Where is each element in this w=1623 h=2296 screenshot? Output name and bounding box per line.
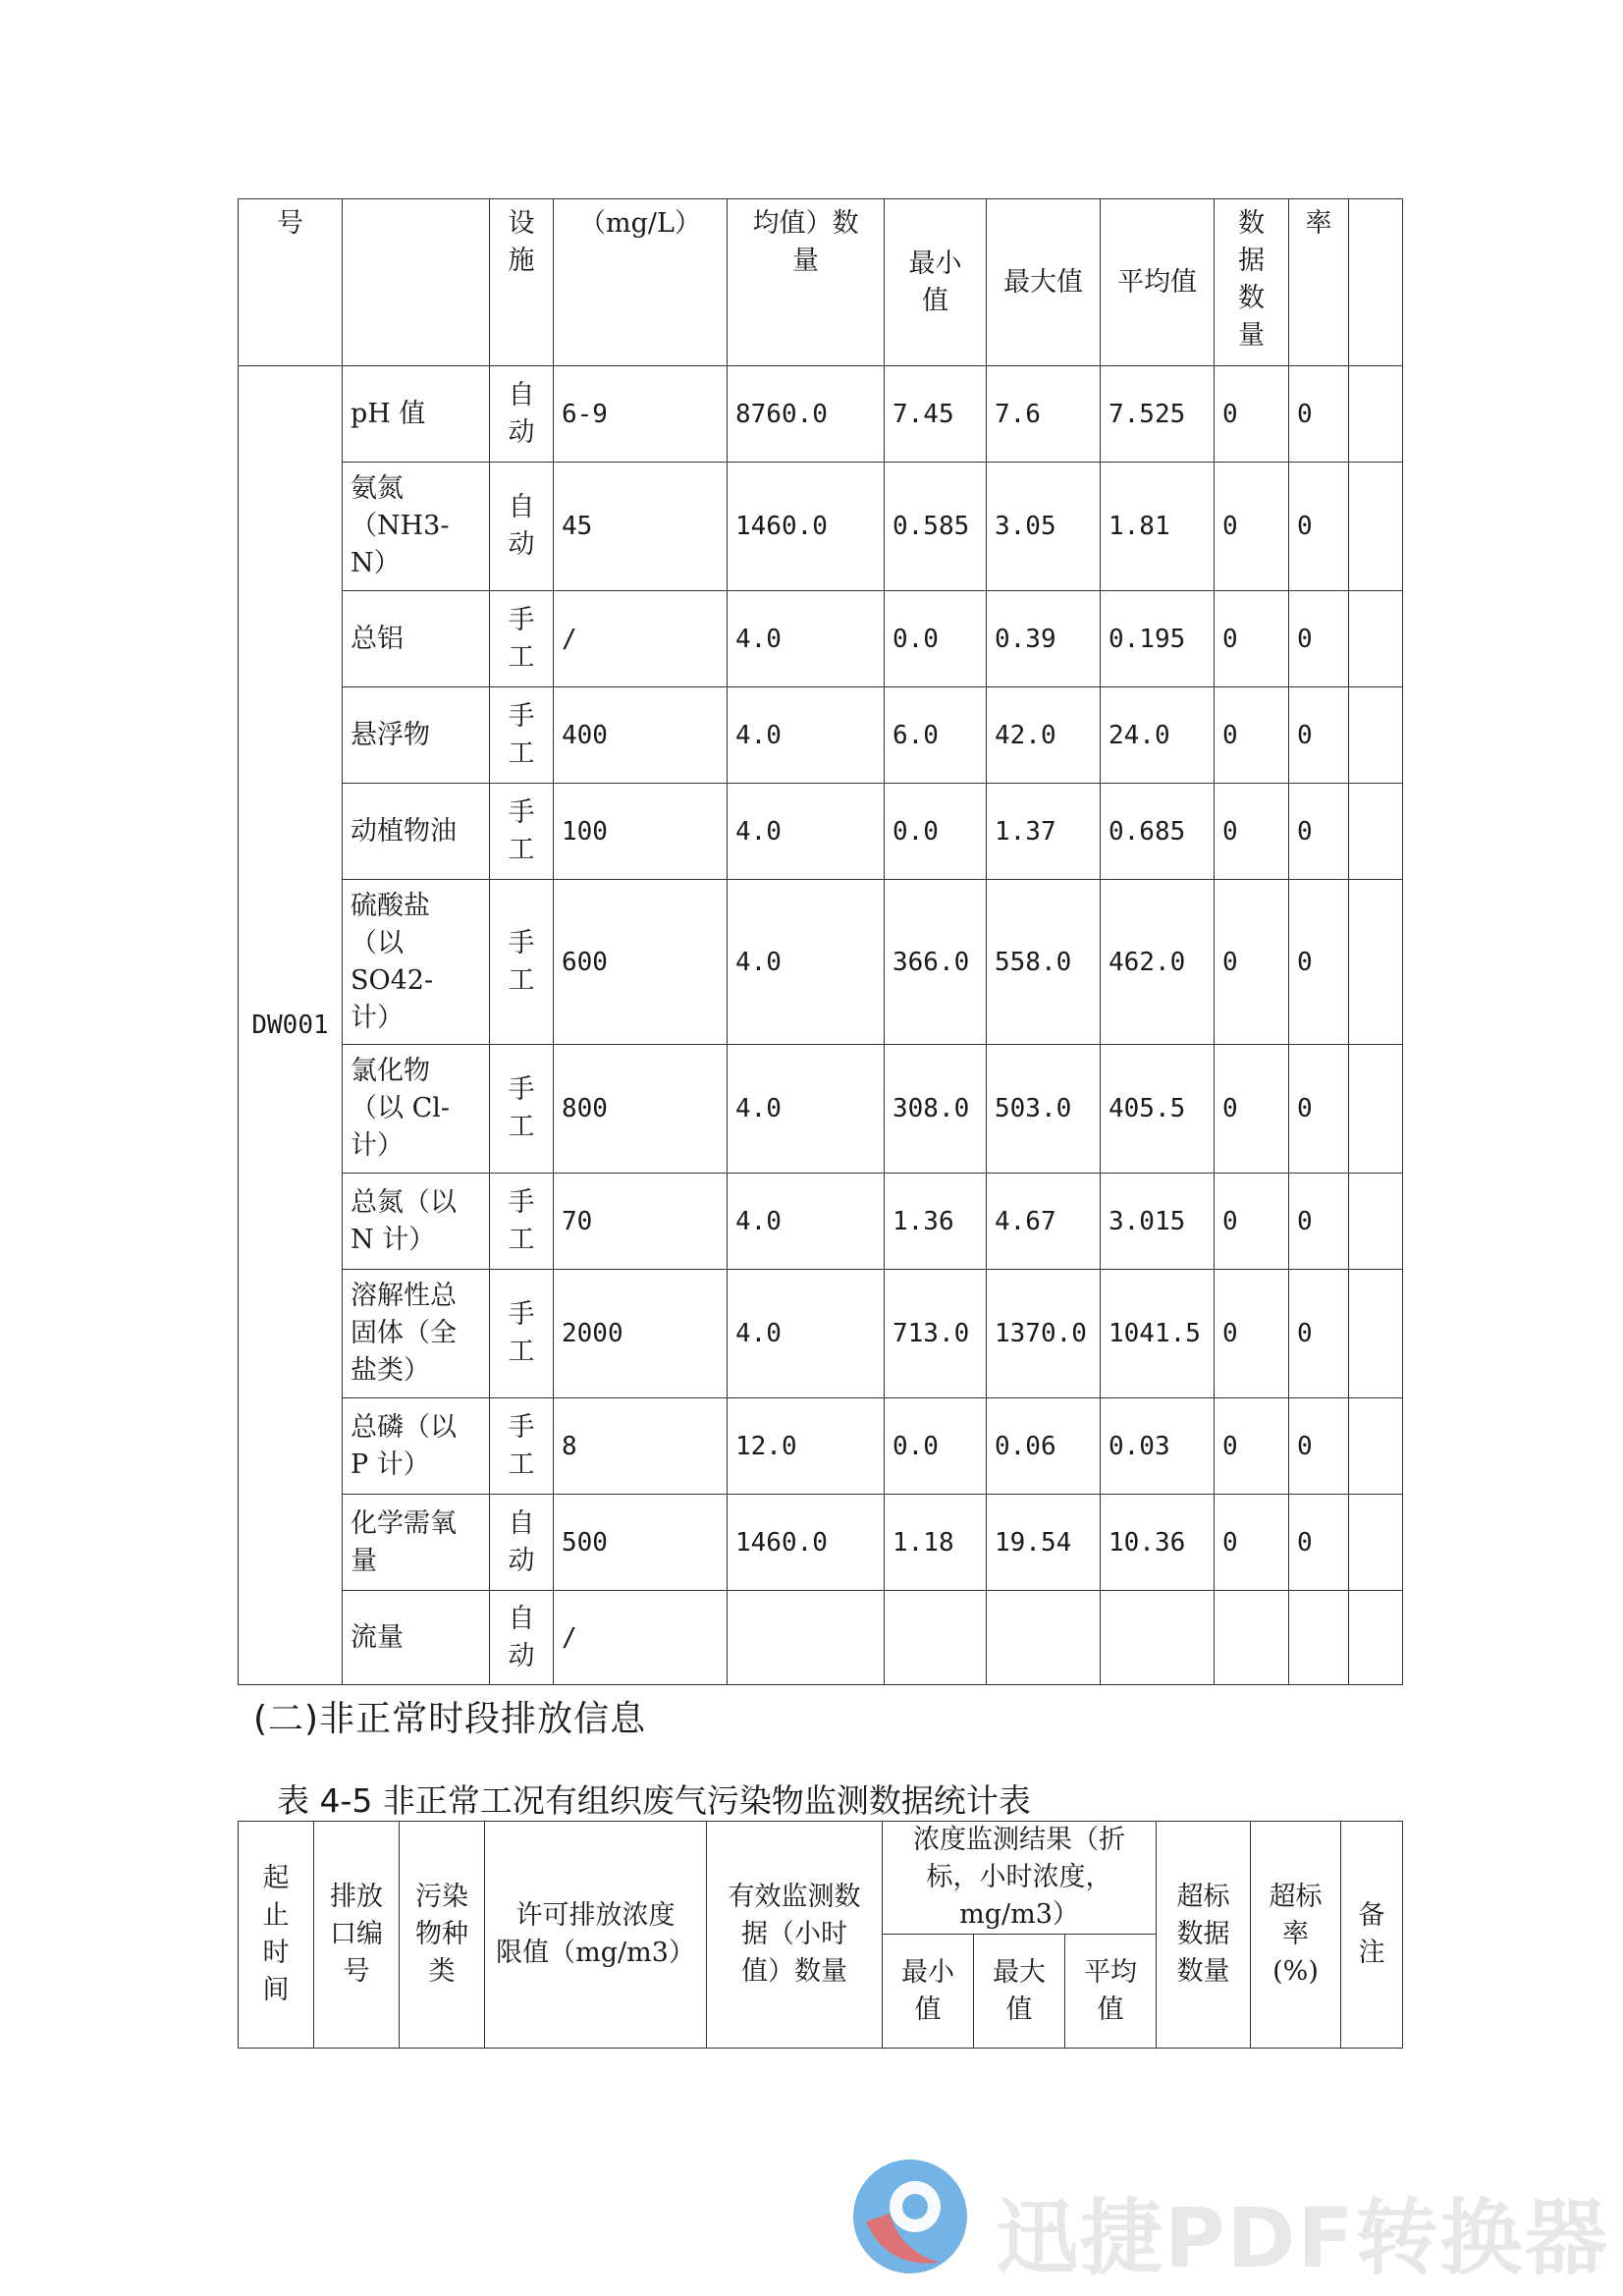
avg-cell: 7.525 — [1101, 366, 1215, 463]
exceed-rate-cell: 0 — [1289, 784, 1349, 880]
avg-cell: 0.195 — [1101, 591, 1215, 687]
exceed-rate-cell: 0 — [1289, 1045, 1349, 1174]
max-cell: 0.06 — [987, 1398, 1101, 1495]
table-caption: 表 4-5 非正常工况有组织废气污染物监测数据统计表 — [277, 1781, 1031, 1820]
pollutant-cell: 总磷（以 P 计） — [343, 1398, 490, 1495]
exceed-count-cell: 0 — [1215, 1174, 1289, 1270]
min-cell: 7.45 — [885, 366, 987, 463]
min-cell: 308.0 — [885, 1045, 987, 1174]
limit-cell: 400 — [554, 687, 728, 784]
remark-cell — [1349, 1270, 1403, 1398]
header-cell-time: 起 止 时 间 — [239, 1822, 314, 2049]
header-cell-facility: 设 施 — [490, 199, 554, 366]
avg-cell: 1.81 — [1101, 463, 1215, 591]
pollutant-cell: 总铝 — [343, 591, 490, 687]
min-cell: 0.0 — [885, 784, 987, 880]
count-cell: 4.0 — [728, 784, 885, 880]
table-row — [239, 1495, 1403, 1591]
min-cell: 713.0 — [885, 1270, 987, 1398]
limit-cell: 600 — [554, 880, 728, 1045]
facility-cell: 手 工 — [490, 784, 554, 880]
remark-cell — [1349, 880, 1403, 1045]
facility-cell: 手 工 — [490, 1174, 554, 1270]
header-cell-exceed-count: 超标 数据 数量 — [1157, 1822, 1251, 2049]
facility-cell: 自 动 — [490, 463, 554, 591]
header-cell-outlet: 排放 口编 号 — [314, 1822, 400, 2049]
exceed-count-cell: 0 — [1215, 784, 1289, 880]
pollutant-cell: 氯化物 （以 Cl- 计） — [343, 1045, 490, 1174]
exceed-count-cell: 0 — [1215, 880, 1289, 1045]
limit-cell: 6-9 — [554, 366, 728, 463]
avg-cell: 10.36 — [1101, 1495, 1215, 1591]
limit-cell: 800 — [554, 1045, 728, 1174]
exceed-count-cell: 0 — [1215, 1045, 1289, 1174]
exceed-rate-cell: 0 — [1289, 366, 1349, 463]
min-cell: 1.18 — [885, 1495, 987, 1591]
min-cell: 0.585 — [885, 463, 987, 591]
exceed-count-cell: 0 — [1215, 1495, 1289, 1591]
pollutant-cell: 流量 — [343, 1591, 490, 1685]
exceed-count-cell: 0 — [1215, 1398, 1289, 1495]
header-cell-avg: 平均值 — [1101, 199, 1215, 366]
limit-cell: / — [554, 591, 728, 687]
exceed-count-cell: 0 — [1215, 366, 1289, 463]
remark-cell — [1349, 591, 1403, 687]
header-cell-min: 最小 值 — [883, 1935, 974, 2049]
avg-cell: 24.0 — [1101, 687, 1215, 784]
exceed-rate-cell: 0 — [1289, 880, 1349, 1045]
avg-cell: 1041.5 — [1101, 1270, 1215, 1398]
max-cell: 4.67 — [987, 1174, 1101, 1270]
max-cell: 1370.0 — [987, 1270, 1101, 1398]
count-cell: 4.0 — [728, 1045, 885, 1174]
table-header-row — [239, 199, 1403, 366]
exceed-rate-cell: 0 — [1289, 591, 1349, 687]
min-cell — [885, 1591, 987, 1685]
exceed-rate-cell — [1289, 1591, 1349, 1685]
table-row — [239, 687, 1403, 784]
avg-cell — [1101, 1591, 1215, 1685]
avg-cell: 0.685 — [1101, 784, 1215, 880]
limit-cell: 8 — [554, 1398, 728, 1495]
exceed-rate-cell: 0 — [1289, 687, 1349, 784]
header-cell-max: 最大值 — [987, 199, 1101, 366]
watermark-text: 迅捷PDF转换器 — [996, 2190, 1609, 2286]
header-cell-limit: （mg/L） — [554, 199, 728, 366]
table-row — [239, 784, 1403, 880]
min-cell: 0.0 — [885, 1398, 987, 1495]
limit-cell: / — [554, 1591, 728, 1685]
max-cell: 19.54 — [987, 1495, 1101, 1591]
table-row — [239, 1174, 1403, 1270]
section-title: (二)非正常时段排放信息 — [253, 1699, 647, 1739]
limit-cell: 45 — [554, 463, 728, 591]
remark-cell — [1349, 784, 1403, 880]
header-cell-remark: 备 注 — [1341, 1822, 1403, 2049]
header-cell-concentration: 浓度监测结果（折 标，小时浓度， mg/m3） — [883, 1822, 1157, 1935]
table-row — [239, 463, 1403, 591]
facility-cell: 自 动 — [490, 366, 554, 463]
count-cell: 1460.0 — [728, 463, 885, 591]
table-row — [239, 1270, 1403, 1398]
facility-cell: 自 动 — [490, 1591, 554, 1685]
table-row — [239, 1045, 1403, 1174]
remark-cell — [1349, 1591, 1403, 1685]
header-cell-exceed-rate: 超标 率 (%) — [1251, 1822, 1341, 2049]
outlet-id-cell: DW001 — [239, 366, 343, 1685]
header-cell-remark — [1349, 199, 1403, 366]
header-cell-pollutant-type: 污染 物种 类 — [400, 1822, 485, 2049]
facility-cell: 手 工 — [490, 1398, 554, 1495]
count-cell: 4.0 — [728, 880, 885, 1045]
exceed-count-cell — [1215, 1591, 1289, 1685]
exceed-rate-cell: 0 — [1289, 1270, 1349, 1398]
header-cell-count: 均值）数 量 — [728, 199, 885, 366]
max-cell: 0.39 — [987, 591, 1101, 687]
min-cell: 1.36 — [885, 1174, 987, 1270]
remark-cell — [1349, 1045, 1403, 1174]
min-cell: 0.0 — [885, 591, 987, 687]
avg-cell: 0.03 — [1101, 1398, 1215, 1495]
pollutant-cell: 化学需氧 量 — [343, 1495, 490, 1591]
table-row — [239, 1591, 1403, 1685]
facility-cell: 手 工 — [490, 687, 554, 784]
count-cell: 4.0 — [728, 1174, 885, 1270]
max-cell: 503.0 — [987, 1045, 1101, 1174]
pollutant-cell: 总氮（以 N 计） — [343, 1174, 490, 1270]
exceed-count-cell: 0 — [1215, 463, 1289, 591]
header-cell-exceed-rate: 率 — [1289, 199, 1349, 366]
count-cell: 4.0 — [728, 687, 885, 784]
max-cell: 558.0 — [987, 880, 1101, 1045]
remark-cell — [1349, 366, 1403, 463]
exceed-rate-cell: 0 — [1289, 1495, 1349, 1591]
exceed-rate-cell: 0 — [1289, 1398, 1349, 1495]
facility-cell: 手 工 — [490, 880, 554, 1045]
header-cell-number: 号 — [239, 199, 343, 366]
max-cell — [987, 1591, 1101, 1685]
facility-cell: 手 工 — [490, 591, 554, 687]
max-cell: 42.0 — [987, 687, 1101, 784]
header-cell-permit-limit: 许可排放浓度 限值（mg/m3） — [485, 1822, 707, 2049]
count-cell: 8760.0 — [728, 366, 885, 463]
remark-cell — [1349, 687, 1403, 784]
header-cell-pollutant — [343, 199, 490, 366]
table-row — [239, 880, 1403, 1045]
limit-cell: 2000 — [554, 1270, 728, 1398]
pollutant-cell: pH 值 — [343, 366, 490, 463]
exceed-count-cell: 0 — [1215, 591, 1289, 687]
table-row — [239, 366, 1403, 463]
count-cell: 1460.0 — [728, 1495, 885, 1591]
abnormal-emission-table — [238, 1821, 1403, 2049]
min-cell: 6.0 — [885, 687, 987, 784]
pollutant-cell: 悬浮物 — [343, 687, 490, 784]
min-cell: 366.0 — [885, 880, 987, 1045]
remark-cell — [1349, 463, 1403, 591]
limit-cell: 70 — [554, 1174, 728, 1270]
xunjie-logo-icon — [846, 2153, 974, 2280]
exceed-count-cell: 0 — [1215, 687, 1289, 784]
pollutant-cell: 动植物油 — [343, 784, 490, 880]
limit-cell: 100 — [554, 784, 728, 880]
table-row — [239, 1398, 1403, 1495]
facility-cell: 手 工 — [490, 1045, 554, 1174]
facility-cell: 手 工 — [490, 1270, 554, 1398]
exceed-rate-cell: 0 — [1289, 463, 1349, 591]
avg-cell: 3.015 — [1101, 1174, 1215, 1270]
exceed-rate-cell: 0 — [1289, 1174, 1349, 1270]
header-cell-avg: 平均 值 — [1065, 1935, 1157, 2049]
remark-cell — [1349, 1398, 1403, 1495]
count-cell: 4.0 — [728, 1270, 885, 1398]
table-row — [239, 591, 1403, 687]
header-cell-exceed-count: 数 据 数 量 — [1215, 199, 1289, 366]
remark-cell — [1349, 1495, 1403, 1591]
pollutant-cell: 硫酸盐 （以 SO42- 计） — [343, 880, 490, 1045]
wastewater-monitoring-table — [238, 198, 1403, 1685]
max-cell: 7.6 — [987, 366, 1101, 463]
watermark — [846, 2153, 1609, 2286]
count-cell: 4.0 — [728, 591, 885, 687]
header-cell-valid-count: 有效监测数 据（小时 值）数量 — [707, 1822, 883, 2049]
max-cell: 1.37 — [987, 784, 1101, 880]
pollutant-cell: 氨氮 （NH3- N） — [343, 463, 490, 591]
pollutant-cell: 溶解性总 固体（全 盐类） — [343, 1270, 490, 1398]
avg-cell: 405.5 — [1101, 1045, 1215, 1174]
header-cell-min: 最小 值 — [885, 199, 987, 366]
exceed-count-cell: 0 — [1215, 1270, 1289, 1398]
max-cell: 3.05 — [987, 463, 1101, 591]
remark-cell — [1349, 1174, 1403, 1270]
limit-cell: 500 — [554, 1495, 728, 1591]
count-cell — [728, 1591, 885, 1685]
facility-cell: 自 动 — [490, 1495, 554, 1591]
avg-cell: 462.0 — [1101, 880, 1215, 1045]
header-cell-max: 最大 值 — [974, 1935, 1065, 2049]
count-cell: 12.0 — [728, 1398, 885, 1495]
